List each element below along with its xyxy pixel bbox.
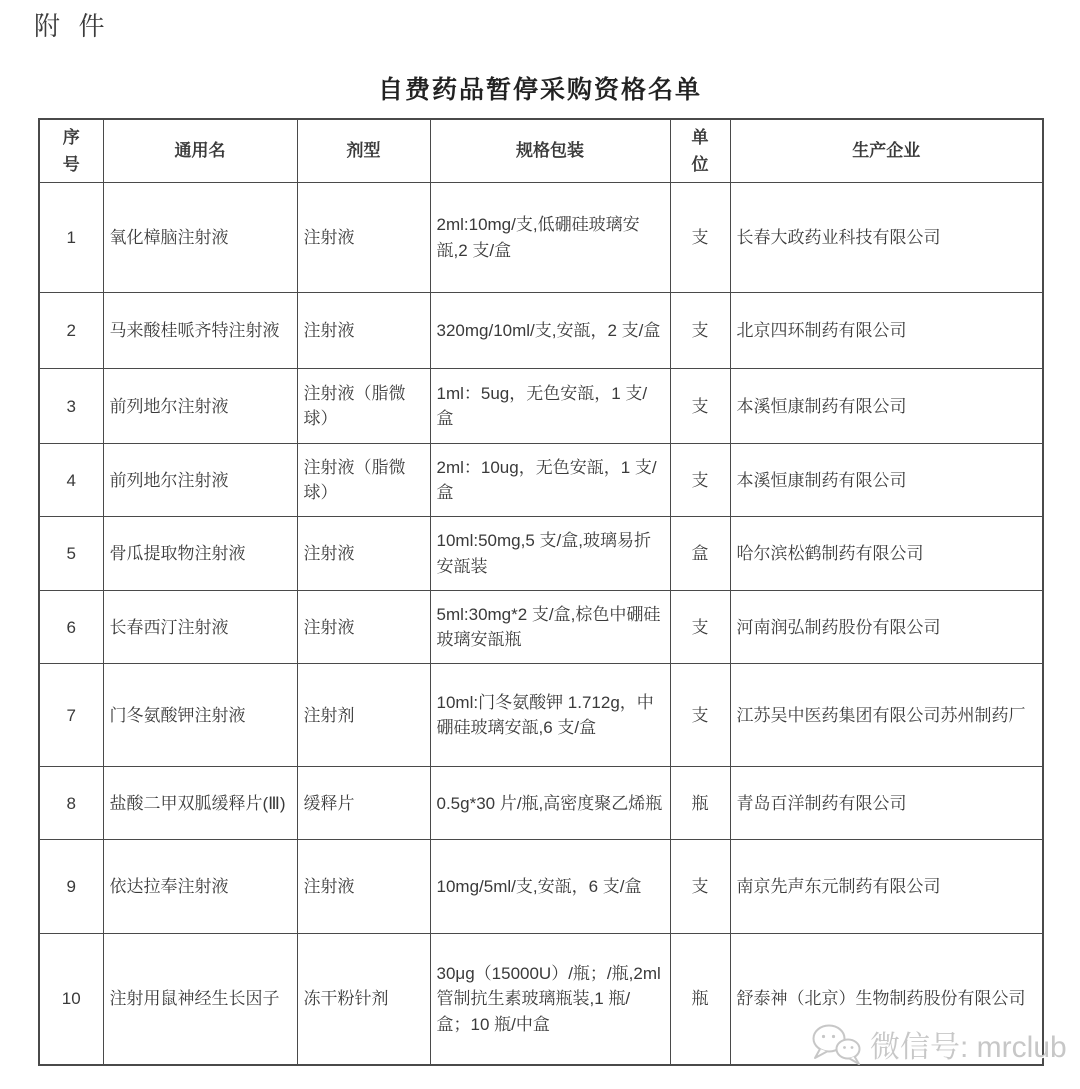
spec-packaging-cell: 10ml:50mg,5 支/盒,玻璃易折安瓿装 bbox=[430, 517, 670, 591]
header-serial-number-label: 序号 bbox=[62, 128, 80, 175]
drug-table-body bbox=[39, 183, 1043, 1065]
generic-name-cell: 长春西汀注射液 bbox=[103, 591, 297, 664]
generic-name-cell: 前列地尔注射液 bbox=[103, 369, 297, 444]
manufacturer-cell: 河南润弘制药股份有限公司 bbox=[730, 591, 1043, 664]
serial-number-cell: 6 bbox=[39, 591, 103, 664]
manufacturer-cell: 北京四环制药有限公司 bbox=[730, 293, 1043, 369]
unit-cell: 支 bbox=[670, 293, 730, 369]
serial-number-cell: 3 bbox=[39, 369, 103, 444]
header-unit bbox=[670, 119, 730, 183]
unit-cell: 支 bbox=[670, 664, 730, 767]
table-row bbox=[39, 664, 1043, 767]
unit-cell: 支 bbox=[670, 183, 730, 293]
dosage-form-cell: 注射液（脂微球） bbox=[297, 444, 430, 517]
table-row bbox=[39, 183, 1043, 293]
spec-packaging-cell: 10ml:门冬氨酸钾 1.712g，中硼硅玻璃安瓿,6 支/盒 bbox=[430, 664, 670, 767]
header-row bbox=[39, 119, 1043, 183]
dosage-form-cell: 注射液 bbox=[297, 183, 430, 293]
table-row bbox=[39, 591, 1043, 664]
table-row bbox=[39, 369, 1043, 444]
generic-name-cell: 氧化樟脑注射液 bbox=[103, 183, 297, 293]
serial-number-cell: 5 bbox=[39, 517, 103, 591]
dosage-form-cell: 注射液 bbox=[297, 293, 430, 369]
wechat-icon bbox=[810, 1022, 862, 1066]
unit-cell: 瓶 bbox=[670, 934, 730, 1065]
generic-name-cell: 依达拉奉注射液 bbox=[103, 840, 297, 934]
dosage-form-cell: 注射液 bbox=[297, 840, 430, 934]
header-generic-name-label: 通用名 bbox=[174, 141, 226, 161]
header-spec-packaging bbox=[430, 119, 670, 183]
header-manufacturer bbox=[730, 119, 1043, 183]
table-header bbox=[39, 119, 1043, 183]
manufacturer-cell: 本溪恒康制药有限公司 bbox=[730, 369, 1043, 444]
table-row bbox=[39, 293, 1043, 369]
dosage-form-cell: 注射液（脂微球） bbox=[297, 369, 430, 444]
dosage-form-cell: 注射液 bbox=[297, 517, 430, 591]
serial-number-cell: 9 bbox=[39, 840, 103, 934]
table-row bbox=[39, 517, 1043, 591]
table-row bbox=[39, 767, 1043, 840]
manufacturer-cell: 哈尔滨松鹤制药有限公司 bbox=[730, 517, 1043, 591]
manufacturer-cell: 长春大政药业科技有限公司 bbox=[730, 183, 1043, 293]
serial-number-cell: 10 bbox=[39, 934, 103, 1065]
page-title: 自费药品暂停采购资格名单 bbox=[377, 77, 702, 104]
generic-name-cell: 前列地尔注射液 bbox=[103, 444, 297, 517]
header-manufacturer-label: 生产企业 bbox=[852, 141, 921, 161]
manufacturer-cell: 本溪恒康制药有限公司 bbox=[730, 444, 1043, 517]
table-row bbox=[39, 444, 1043, 517]
spec-packaging-cell: 0.5g*30 片/瓶,高密度聚乙烯瓶 bbox=[430, 767, 670, 840]
unit-cell: 瓶 bbox=[670, 767, 730, 840]
header-serial-number bbox=[39, 119, 103, 183]
generic-name-cell: 注射用鼠神经生长因子 bbox=[103, 934, 297, 1065]
header-unit-label: 单位 bbox=[691, 128, 709, 175]
unit-cell: 支 bbox=[670, 840, 730, 934]
unit-cell: 支 bbox=[670, 591, 730, 664]
spec-packaging-cell: 30μg（15000U）/瓶；/瓶,2ml 管制抗生素玻璃瓶装,1 瓶/盒；10 瓶/中盒 bbox=[430, 934, 670, 1065]
generic-name-cell: 盐酸二甲双胍缓释片(Ⅲ) bbox=[103, 767, 297, 840]
spec-packaging-cell: 2ml：10ug，无色安瓿，1 支/盒 bbox=[430, 444, 670, 517]
attachment-label: 附 件 bbox=[34, 12, 111, 41]
unit-cell: 盒 bbox=[670, 517, 730, 591]
manufacturer-cell: 舒泰神（北京）生物制药股份有限公司 bbox=[730, 934, 1043, 1065]
serial-number-cell: 2 bbox=[39, 293, 103, 369]
wechat-watermark bbox=[810, 1022, 1067, 1066]
spec-packaging-cell: 10mg/5ml/支,安瓿，6 支/盒 bbox=[430, 840, 670, 934]
header-dosage-form bbox=[297, 119, 430, 183]
spec-packaging-cell: 320mg/10ml/支,安瓿，2 支/盒 bbox=[430, 293, 670, 369]
serial-number-cell: 8 bbox=[39, 767, 103, 840]
generic-name-cell: 马来酸桂哌齐特注射液 bbox=[103, 293, 297, 369]
generic-name-cell: 骨瓜提取物注射液 bbox=[103, 517, 297, 591]
serial-number-cell: 7 bbox=[39, 664, 103, 767]
dosage-form-cell: 缓释片 bbox=[297, 767, 430, 840]
unit-cell: 支 bbox=[670, 369, 730, 444]
header-spec-packaging-label: 规格包装 bbox=[516, 141, 584, 161]
spec-packaging-cell: 5ml:30mg*2 支/盒,棕色中硼硅玻璃安瓿瓶 bbox=[430, 591, 670, 664]
wechat-watermark-text: 微信号: mrclub bbox=[870, 1031, 1067, 1064]
dosage-form-cell: 注射剂 bbox=[297, 664, 430, 767]
unit-cell: 支 bbox=[670, 444, 730, 517]
spec-packaging-cell: 2ml:10mg/支,低硼硅玻璃安瓿,2 支/盒 bbox=[430, 183, 670, 293]
dosage-form-cell: 冻干粉针剂 bbox=[297, 934, 430, 1065]
dosage-form-cell: 注射液 bbox=[297, 591, 430, 664]
manufacturer-cell: 南京先声东元制药有限公司 bbox=[730, 840, 1043, 934]
serial-number-cell: 1 bbox=[39, 183, 103, 293]
generic-name-cell: 门冬氨酸钾注射液 bbox=[103, 664, 297, 767]
serial-number-cell: 4 bbox=[39, 444, 103, 517]
header-dosage-form-label: 剂型 bbox=[346, 141, 381, 161]
manufacturer-cell: 青岛百洋制药有限公司 bbox=[730, 767, 1043, 840]
drug-suspension-table bbox=[38, 118, 1044, 1066]
header-generic-name bbox=[103, 119, 297, 183]
spec-packaging-cell: 1ml：5ug，无色安瓿，1 支/盒 bbox=[430, 369, 670, 444]
manufacturer-cell: 江苏吴中医药集团有限公司苏州制药厂 bbox=[730, 664, 1043, 767]
table-row bbox=[39, 840, 1043, 934]
